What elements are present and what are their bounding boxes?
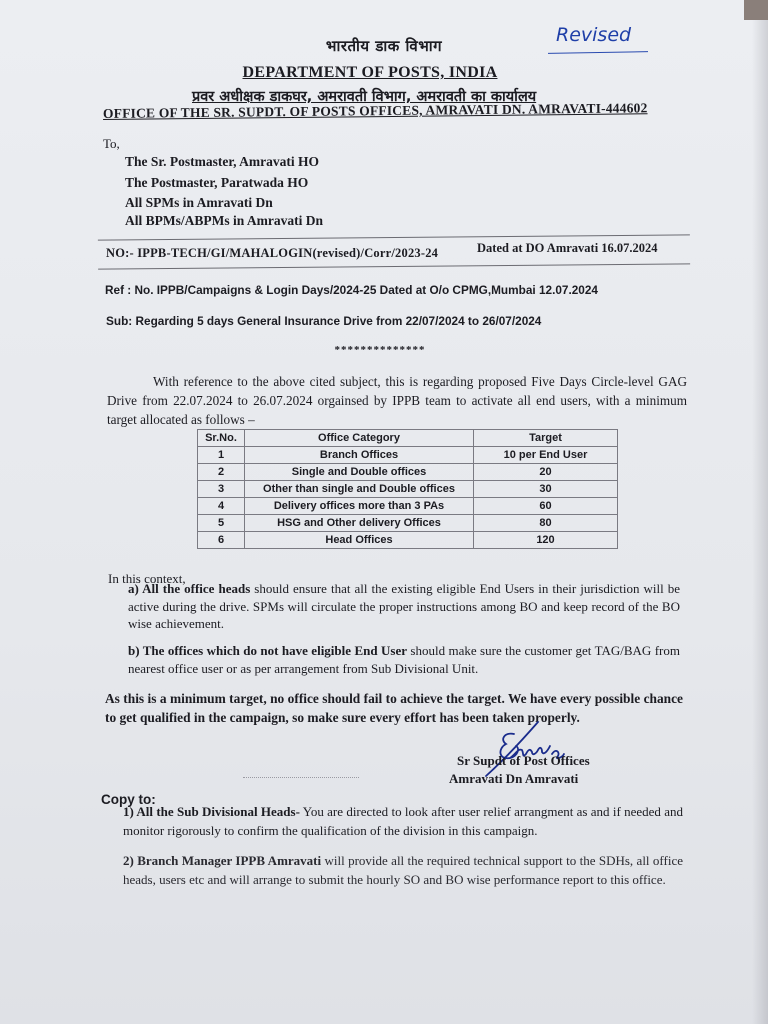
table-row xyxy=(198,515,618,532)
table-row xyxy=(198,447,618,464)
cell-srno: 2 xyxy=(198,464,245,481)
copy-item-2-text: will provide all the required technical support to the SDHs, all office heads, users etc and will arrange to submit the hourly SO and BO wise performance report to this office. xyxy=(123,853,683,887)
table-row xyxy=(198,498,618,515)
cell-srno: 5 xyxy=(198,515,245,532)
cell-target: 80 xyxy=(474,515,618,532)
intro-text: With reference to the above cited subject, this is regarding proposed Five Days Circle-level GAG Drive from 22.07.2024 to 26.07.2024 orgainsed by IPPB team to activate all end users, with a minimum target allocated as follows – xyxy=(107,374,687,427)
letter-number: NO:- IPPB-TECH/GI/MAHALOGIN(revised)/Corr/2023-24 xyxy=(106,246,439,260)
cell-category: Delivery offices more than 3 PAs xyxy=(245,498,474,515)
cell-category: Single and Double offices xyxy=(245,464,474,481)
point-b-paragraph xyxy=(128,642,680,677)
point-a-paragraph xyxy=(128,580,680,633)
cell-srno: 6 xyxy=(198,532,245,549)
recipient-line: All SPMs in Amravati Dn xyxy=(125,195,273,210)
cell-target: 20 xyxy=(474,464,618,481)
copy-item-2 xyxy=(123,851,683,889)
recipient-line: The Postmaster, Paratwada HO xyxy=(125,175,309,190)
page-edge-shadow xyxy=(752,0,768,1024)
to-label: To, xyxy=(103,136,120,151)
table-row xyxy=(198,532,618,549)
header-target: Target xyxy=(474,430,618,447)
header-srno: Sr.No. xyxy=(198,430,245,447)
cell-target: 10 per End User xyxy=(474,447,618,464)
point-a-lead: a) All the office heads xyxy=(128,581,251,596)
subject-line: Sub: Regarding 5 days General Insurance Drive from 22/07/2024 to 26/07/2024 xyxy=(106,314,542,328)
separator-stars: ************** xyxy=(334,344,426,356)
copy-to-heading: Copy to: xyxy=(101,792,156,807)
recipient-line: All BPMs/ABPMs in Amravati Dn xyxy=(125,213,323,228)
cell-category: HSG and Other delivery Offices xyxy=(245,515,474,532)
point-b-lead: b) The offices which do not have eligible End User xyxy=(128,643,407,658)
corner-mark xyxy=(744,0,768,20)
copy-item-1-text: You are directed to look after user relief arrangment as and if needed and monitor rigorously to confirm the qualification of the division in this campaign. xyxy=(123,804,684,838)
context-line: In this context, xyxy=(108,571,186,586)
cell-target: 30 xyxy=(474,481,618,498)
cell-target: 60 xyxy=(474,498,618,515)
table-header-row xyxy=(198,430,618,447)
point-a-text: should ensure that all the existing eligible End Users in their jurisdiction will be active during the drive. SPMs will circulate the proper instructions among BO and keep record of the BO wise achievement. xyxy=(128,581,681,631)
letter-date: Dated at DO Amravati 16.07.2024 xyxy=(477,241,658,255)
table-row xyxy=(198,464,618,481)
table-row xyxy=(198,481,618,498)
cell-category: Branch Offices xyxy=(245,447,474,464)
intro-paragraph xyxy=(107,372,687,429)
copy-item-2-lead: 2) Branch Manager IPPB Amravati xyxy=(123,853,322,868)
cell-category: Head Offices xyxy=(245,532,474,549)
cell-srno: 3 xyxy=(198,481,245,498)
cell-srno: 4 xyxy=(198,498,245,515)
office-heading: OFFICE OF THE SR. SUPDT. OF POSTS OFFICES, AMRAVATI DN. AMRAVATI-444602 xyxy=(102,100,648,121)
point-b-text: should make sure the customer get TAG/BAG from nearest office user or as per arrangement from Sub Divisional Unit. xyxy=(128,643,680,676)
minimum-target-note: As this is a minimum target, no office should fail to achieve the target. We have every possible chance to get qualified in the campaign, so make sure every effort has been taken properly. xyxy=(105,691,683,725)
reference-line: Ref : No. IPPB/Campaigns & Login Days/2024-25 Dated at O/o CPMG,Mumbai 12.07.2024 xyxy=(105,283,598,297)
dotted-separator xyxy=(243,777,359,778)
signatory-place: Amravati Dn Amravati xyxy=(449,771,579,786)
revised-handwritten-mark: Revised xyxy=(556,24,632,46)
hindi-office-heading: प्रवर अधीक्षक डाकघर, अमरावती विभाग, अमरावती का कार्यालय xyxy=(192,89,537,105)
recipient-line: The Sr. Postmaster, Amravati HO xyxy=(125,154,319,169)
cell-category: Other than single and Double offices xyxy=(245,481,474,498)
header-office-category: Office Category xyxy=(245,430,474,447)
signatory-designation: Sr Supdt of Post Offices xyxy=(457,753,590,768)
cell-srno: 1 xyxy=(198,447,245,464)
hindi-department-title: भारतीय डाक विभाग xyxy=(325,37,443,55)
copy-item-1 xyxy=(123,802,683,840)
copy-item-1-lead: 1) All the Sub Divisional Heads- xyxy=(123,804,300,819)
target-table xyxy=(197,429,618,549)
department-heading: DEPARTMENT OF POSTS, INDIA xyxy=(242,64,498,81)
cell-target: 120 xyxy=(474,532,618,549)
